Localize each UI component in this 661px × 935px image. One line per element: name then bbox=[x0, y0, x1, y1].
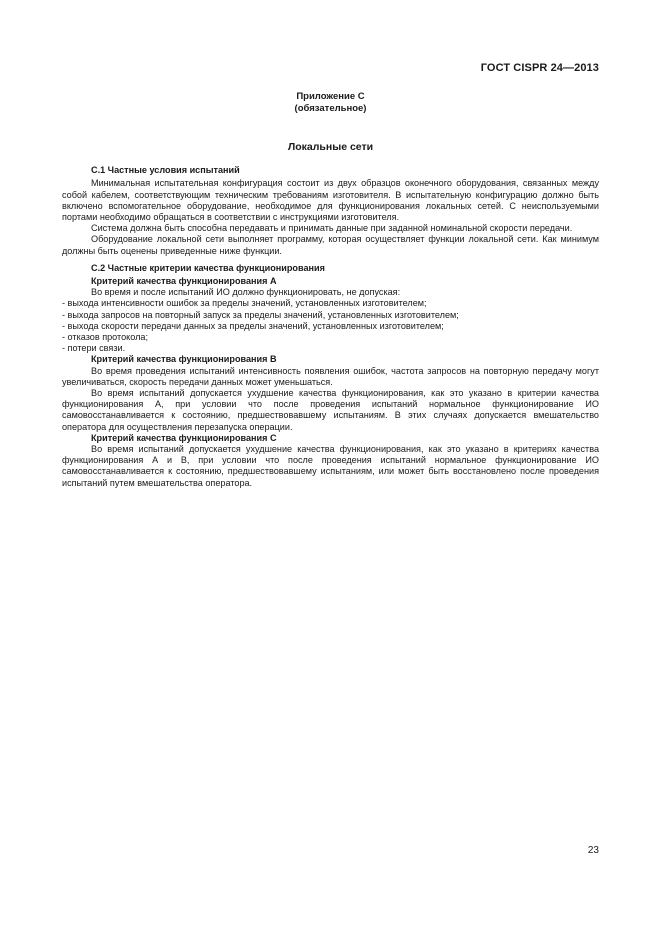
c2-heading: С.2 Частные критерии качества функционирования bbox=[91, 262, 325, 273]
criterion-b-paragraph: Во время проведения испытаний интенсивность появления ошибок, частота запросов на повторную передачу могут увеличиваться, скорость передачи данных может уменьшаться. bbox=[62, 365, 599, 387]
criterion-b-title: Критерий качества функционирования В bbox=[91, 354, 277, 365]
criterion-c-paragraph: Во время испытаний допускается ухудшение качества функционирования, как это указано в критериях качества функционирования А и В, при условии что после проведения испытаний нормальное функционирование ИО самовосстанавливается к состоянию, предшествовавшему испытаниям, или может быть восстановлено после проведения испытаний путем вмешательства оператора. bbox=[62, 444, 599, 488]
c1-paragraph: Оборудование локальной сети выполняет программу, которая осуществляет функции локальной сети. Как минимум должны быть оценены приведенные ниже функции. bbox=[62, 234, 599, 256]
criterion-c-title: Критерий качества функционирования С bbox=[91, 432, 277, 443]
criterion-a-intro: Во время и после испытаний ИО должно функционировать, не допуская: bbox=[91, 287, 401, 298]
criterion-a-item: - выхода скорости передачи данных за пределы значений, установленных изготовителем; bbox=[62, 320, 444, 331]
annex-status: (обязательное) bbox=[294, 103, 367, 114]
page-number: 23 bbox=[587, 845, 599, 856]
criterion-a-item: - выхода интенсивности ошибок за пределы значений, установленных изготовителем; bbox=[62, 298, 427, 309]
criterion-b-paragraph: Во время испытаний допускается ухудшение качества функционирования, как это указано в критерии качества функционирования А, при условии что после проведения испытаний нормальное функционирование ИО самовосстанавливается к состоянию, предшествовавшему испытаниям. В этих случаях допускается вмешательство оператора для осуществления перезапуска операции. bbox=[62, 388, 599, 432]
c1-paragraph: Система должна быть способна передавать и принимать данные при заданной номинальной скорости передачи. bbox=[91, 223, 573, 234]
annex-title: Приложение С bbox=[296, 91, 365, 102]
criterion-a-item: - отказов протокола; bbox=[62, 332, 148, 343]
section-title: Локальные сети bbox=[287, 141, 374, 153]
criterion-a-item: - выхода запросов на повторный запуск за пределы значений, установленных изготовителем; bbox=[62, 309, 459, 320]
page-content bbox=[62, 91, 599, 489]
criterion-a-title: Критерий качества функционирования А bbox=[91, 276, 277, 287]
document-code: ГОСТ CISPR 24—2013 bbox=[480, 62, 599, 74]
c1-paragraph: Минимальная испытательная конфигурация состоит из двух образцов оконечного оборудования, связанных между собой кабелем, соответствующим техническим требованиям изготовителя. В испытательную конфигурацию должно быть включено вспомогательное оборудование, необходимое для функционирования локальных сетей. С неиспользуемыми портами необходимо обращаться в соответствии с инструкциями изготовителя. bbox=[62, 178, 599, 223]
c1-heading: С.1 Частные условия испытаний bbox=[91, 165, 240, 176]
criterion-a-item: - потери связи. bbox=[62, 343, 126, 354]
